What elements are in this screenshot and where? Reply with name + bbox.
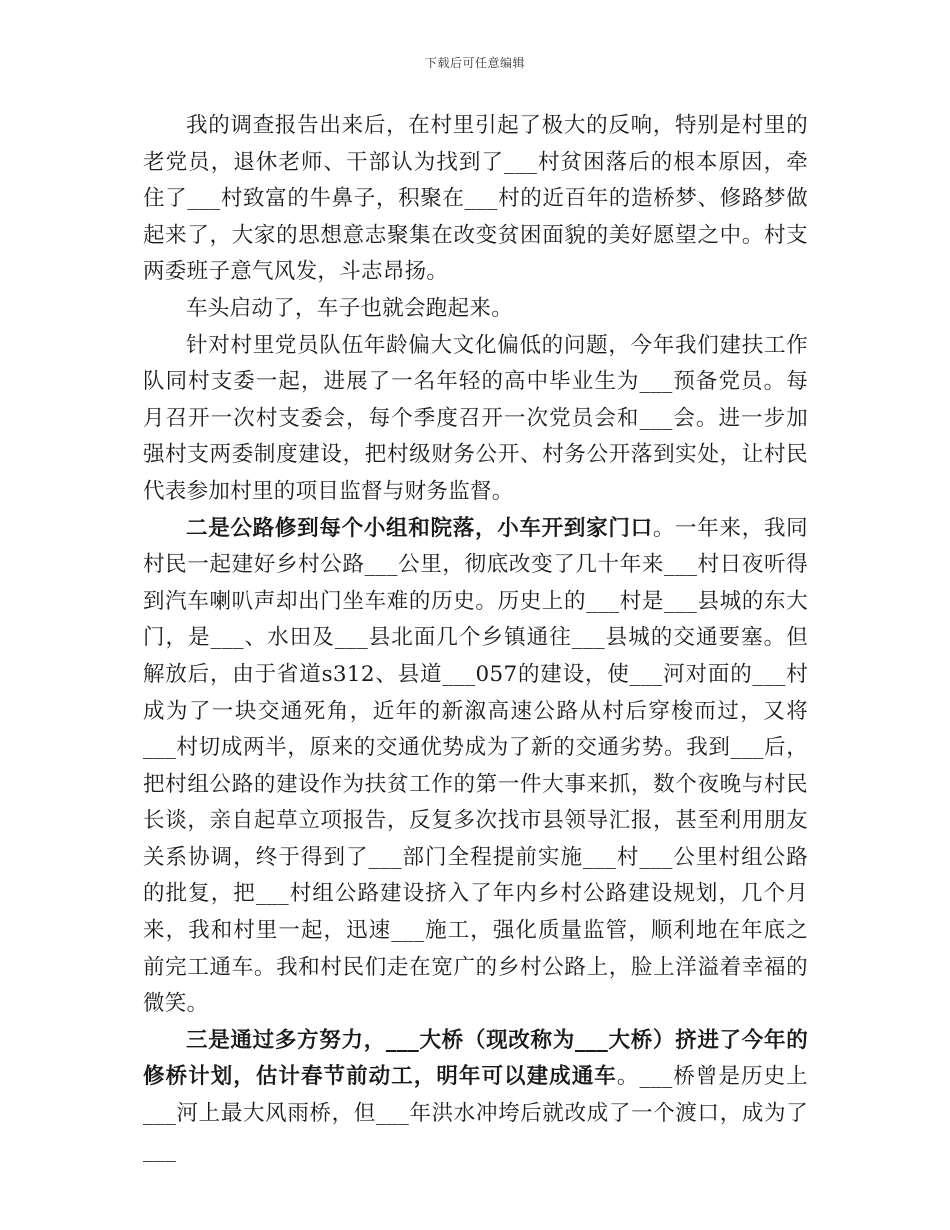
paragraph-5-text: 。___桥曾是历史上___河上最大风雨桥，但___年洪水冲垮后就改成了一个渡口，成为了___ (143, 1064, 808, 1163)
paragraph-3-text: 针对村里党员队伍年龄偏大文化偏低的问题，今年我们建扶工作队同村支委一起，进展了一名年轻的高中毕业生为___预备党员。每月召开一次村支委会，每个季度召开一次党员会和___会。进一步加强村支两委制度建设，把村级财务公开、村务公开落到实处，让村民代表参加村里的项目监督与财务监督。 (143, 332, 808, 504)
paragraph-4-text: 。一年来，我同村民一起建好乡村公路___公里，彻底改变了几十年来___村日夜听得到汽车喇叭声却出门坐车难的历史。历史上的___村是___县城的东大门，是___、水田及___县北面几个乡镇通往___县城的交通要塞。但解放后，由于省道s312、县道___057的建设，使___河对面的___村成为了一块交通死角，近年的新溆高速公路从村后穿梭而过，又将___村切成两半，原来的交通优势成为了新的交通劣势。我到___后，把村组公路的建设作为扶贫工作的第一件大事来抓，数个夜晚与村民长谈，亲自起草立项报告，反复多次找市县领导汇报，甚至利用朋友关系协调，终于得到了___部门全程提前实施___村___公里村组公路的批复，把___村组公路建设挤入了年内乡村公路建设规划，几个月来，我和村里一起，迅速___施工，强化质量监管，顺利地在年底之前完工通车。我和村民们走在宽广的乡村公路上，脸上洋溢着幸福的微笑。 (143, 515, 808, 1017)
paragraph-1 (143, 108, 808, 291)
paragraph-1-text: 我的调查报告出来后，在村里引起了极大的反响，特别是村里的老党员，退休老师、干部认为找到了___村贫困落后的根本原因，牵住了___村致富的牛鼻子，积聚在___村的近百年的造桥梦、修路梦做起来了，大家的思想意志聚集在改变贫困面貌的美好愿望之中。村支两委班子意气风发，斗志昂扬。 (143, 113, 808, 285)
paragraph-2 (143, 291, 808, 328)
paragraph-2-text: 车头启动了，车子也就会跑起来。 (186, 295, 514, 321)
page-header: 下载后可任意编辑 (424, 56, 525, 70)
paragraph-5-lead: 三是通过多方努力，___大桥（现改称为___大桥）挤进了今年的修桥计划，估计春节前动工，明年可以建成通车 (143, 1027, 808, 1090)
paragraph-5 (143, 1023, 808, 1169)
document-body (143, 108, 808, 1169)
paragraph-3 (143, 328, 808, 511)
paragraph-4 (143, 511, 808, 1023)
paragraph-4-lead: 二是公路修到每个小组和院落，小车开到家门口 (186, 515, 653, 541)
